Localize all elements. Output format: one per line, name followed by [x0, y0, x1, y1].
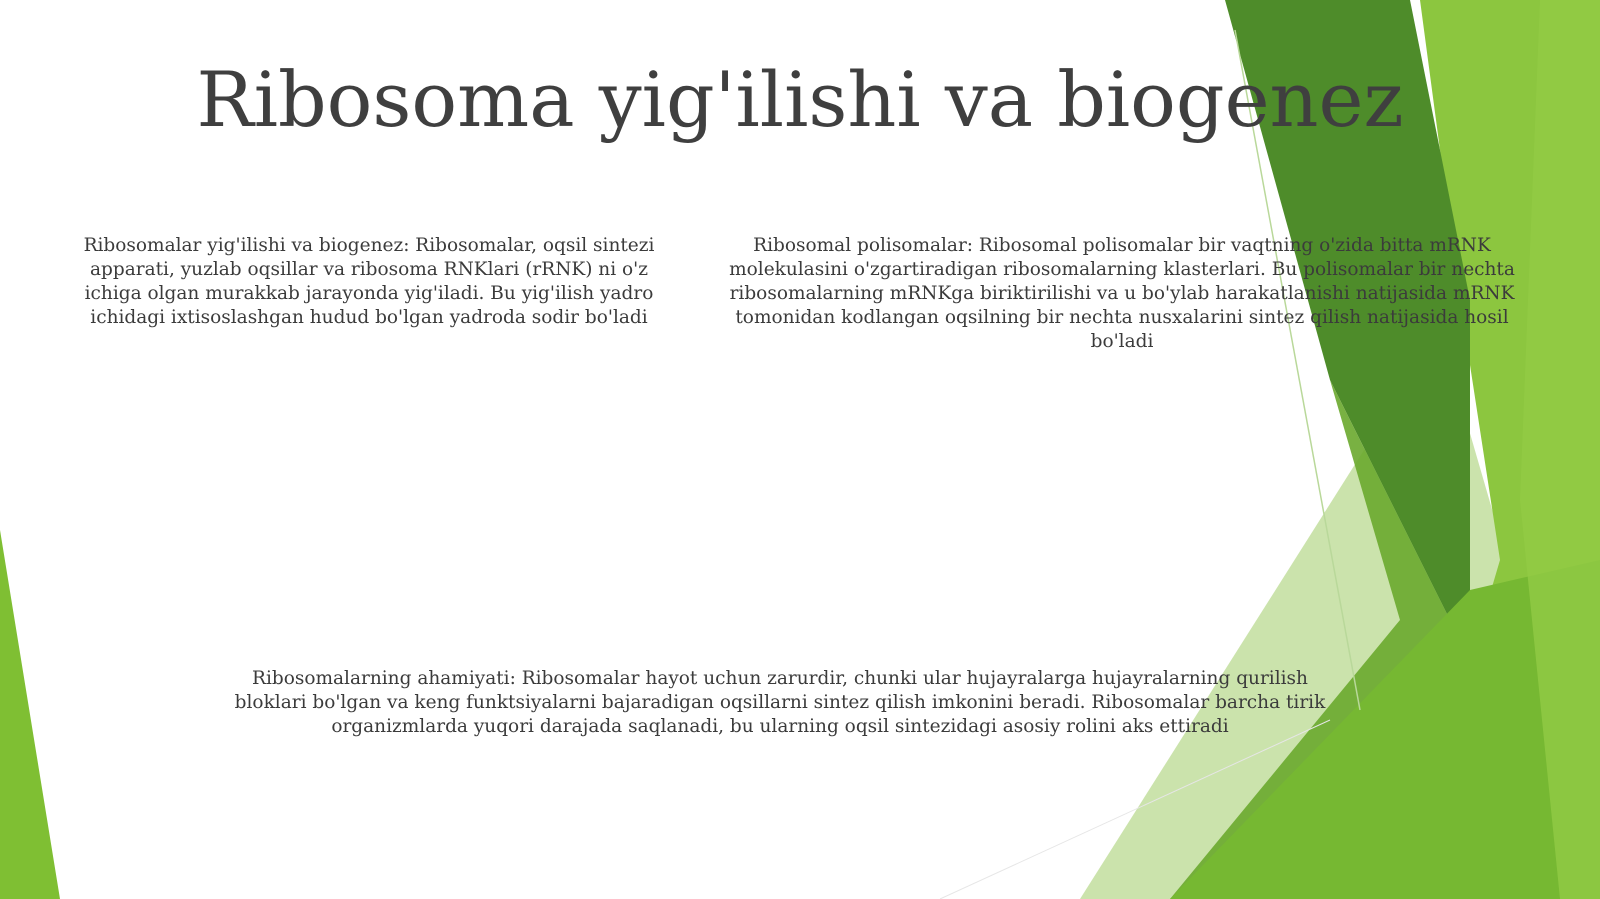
- paragraph-importance: Ribosomalarning ahamiyati: Ribosomalar hayot uchun zarurdir, chunki ular hujayralarga hujayralarning qurilish bloklari bo'lgan va keng funktsiyalarni bajaradigan oqsillarni sintez qilish imkonini beradi. Ribosomalar barcha tirik organizmlarda yuqori darajada saqlanadi, bu ularning oqsil sintezidagi asosiy rolini aks ettiradi: [234, 668, 1326, 737]
- left-green-wedge: [0, 530, 60, 899]
- slide-title: Ribosoma yig'ilishi va biogenez: [196, 55, 1404, 144]
- paragraph-polysomes: Ribosomal polisomalar: Ribosomal polisomalar bir vaqtning o'zida bitta mRNK molekulasini o'zgartiradigan ribosomalarning klasterlari. Bu polisomalar bir nechta ribosomalarning mRNKga biriktirilishi va u bo'ylab harakatlanishi natijasida mRNK tomonidan kodlangan oqsilning bir nechta nusxalarini sintez qilish natijasida hosil bo'ladi: [729, 235, 1515, 352]
- paragraph-biogenesis: Ribosomalar yig'ilishi va biogenez: Ribosomalar, oqsil sintezi apparati, yuzlab oqsillar va ribosoma RNKlari (rRNK) ni o'z ichiga olgan murakkab jarayonda yig'iladi. Bu yig'ilish yadro ichidagi ixtisoslashgan hudud bo'lgan yadroda sodir bo'ladi: [83, 235, 655, 328]
